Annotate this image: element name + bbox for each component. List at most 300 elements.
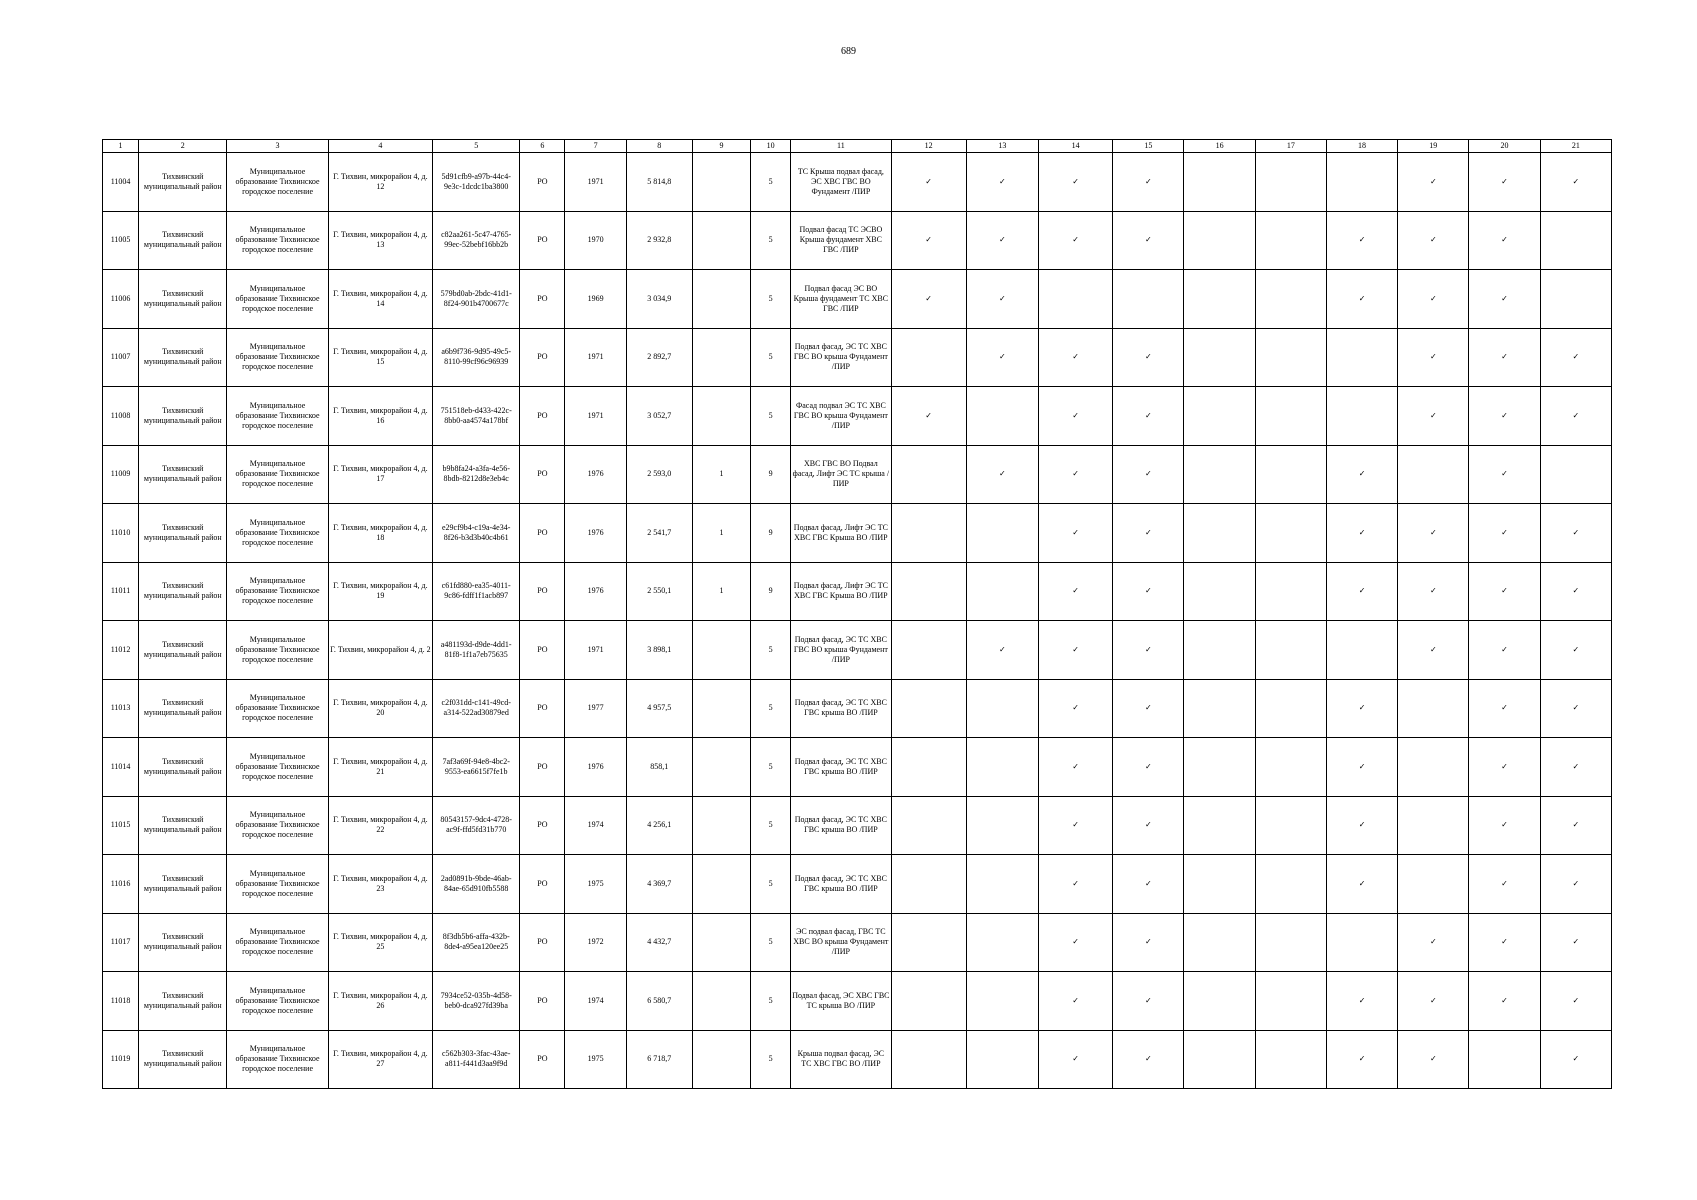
column-9-cell: 1 [692, 445, 750, 504]
works-cell: Подвал фасад ТС ЭСВО Крыша фундамент ХВС ГВС /ПИР [791, 211, 891, 270]
works-cell: ХВС ГВС ВО Подвал фасад, Лифт ЭС ТС крыша /ПИР [791, 445, 891, 504]
empty-cell [1184, 1030, 1255, 1089]
empty-cell [966, 913, 1038, 972]
check-mark-icon: ✓ [1326, 562, 1397, 621]
fund-cell: РО [520, 913, 565, 972]
table-row [103, 972, 1612, 1031]
municipality-cell: Муниципальное образование Тихвинское городское поселение [227, 738, 328, 797]
column-header-5: 5 [433, 140, 520, 153]
area-cell: 4 957,5 [626, 679, 692, 738]
check-mark-icon: ✓ [966, 621, 1038, 680]
address-cell: Г. Тихвин, микрорайон 4, д. 21 [328, 738, 432, 797]
column-9-cell [692, 387, 750, 446]
works-cell: ЭС подвал фасад, ГВС ТС ХВС ВО крыша Фундамент /ПИР [791, 913, 891, 972]
floors-cell: 5 [751, 621, 791, 680]
check-mark-icon: ✓ [1540, 796, 1611, 855]
table-row [103, 328, 1612, 387]
table-row [103, 913, 1612, 972]
fund-cell: РО [520, 387, 565, 446]
empty-cell [1184, 972, 1255, 1031]
year-cell: 1970 [565, 211, 626, 270]
address-cell: Г. Тихвин, микрорайон 4, д. 27 [328, 1030, 432, 1089]
area-cell: 4 256,1 [626, 796, 692, 855]
column-9-cell [692, 211, 750, 270]
guid-cell: 7934ce52-035b-4d58-beb0-dca927fd39ba [433, 972, 520, 1031]
municipality-cell: Муниципальное образование Тихвинское городское поселение [227, 504, 328, 563]
housing-register-table [102, 139, 1612, 1089]
check-mark-icon: ✓ [1469, 796, 1540, 855]
floors-cell: 5 [751, 270, 791, 329]
area-cell: 5 814,8 [626, 153, 692, 212]
check-mark-icon: ✓ [1113, 679, 1184, 738]
column-9-cell [692, 270, 750, 329]
empty-cell [1184, 796, 1255, 855]
check-mark-icon: ✓ [1540, 562, 1611, 621]
check-mark-icon: ✓ [1540, 972, 1611, 1031]
column-header-21: 21 [1540, 140, 1611, 153]
check-mark-icon: ✓ [1039, 1030, 1113, 1089]
guid-cell: c82aa261-5c47-4765-99ec-52bebf16bb2b [433, 211, 520, 270]
empty-cell [1184, 738, 1255, 797]
empty-cell [891, 679, 966, 738]
year-cell: 1971 [565, 328, 626, 387]
address-cell: Г. Тихвин, микрорайон 4, д. 14 [328, 270, 432, 329]
district-cell: Тихвинский муниципальный район [139, 153, 227, 212]
empty-cell [1326, 153, 1397, 212]
works-cell: Подвал фасад, Лифт ЭС ТС ХВС ГВС Крыша ВО /ПИР [791, 562, 891, 621]
header-row [103, 140, 1612, 153]
column-9-cell: 1 [692, 504, 750, 563]
check-mark-icon: ✓ [1039, 855, 1113, 914]
empty-cell [891, 1030, 966, 1089]
empty-cell [1326, 621, 1397, 680]
works-cell: Крыша подвал фасад, ЭС ТС ХВС ГВС ВО /ПИР [791, 1030, 891, 1089]
check-mark-icon: ✓ [1039, 913, 1113, 972]
area-cell: 2 892,7 [626, 328, 692, 387]
row-id: 11012 [103, 621, 139, 680]
fund-cell: РО [520, 621, 565, 680]
check-mark-icon: ✓ [1039, 211, 1113, 270]
municipality-cell: Муниципальное образование Тихвинское городское поселение [227, 913, 328, 972]
empty-cell [1540, 211, 1611, 270]
row-id: 11013 [103, 679, 139, 738]
area-cell: 4 432,7 [626, 913, 692, 972]
check-mark-icon: ✓ [1039, 796, 1113, 855]
check-mark-icon: ✓ [1398, 504, 1469, 563]
fund-cell: РО [520, 738, 565, 797]
floors-cell: 5 [751, 387, 791, 446]
check-mark-icon: ✓ [1398, 328, 1469, 387]
column-header-13: 13 [966, 140, 1038, 153]
check-mark-icon: ✓ [1398, 211, 1469, 270]
check-mark-icon: ✓ [1540, 328, 1611, 387]
empty-cell [1113, 270, 1184, 329]
row-id: 11010 [103, 504, 139, 563]
area-cell: 6 718,7 [626, 1030, 692, 1089]
empty-cell [891, 796, 966, 855]
works-cell: Подвал фасад, ЭС ТС ХВС ГВС крыша ВО /ПИР [791, 679, 891, 738]
column-header-3: 3 [227, 140, 328, 153]
floors-cell: 5 [751, 738, 791, 797]
year-cell: 1976 [565, 562, 626, 621]
check-mark-icon: ✓ [1113, 621, 1184, 680]
empty-cell [891, 621, 966, 680]
check-mark-icon: ✓ [1469, 445, 1540, 504]
check-mark-icon: ✓ [1469, 387, 1540, 446]
check-mark-icon: ✓ [1113, 913, 1184, 972]
empty-cell [1255, 211, 1326, 270]
check-mark-icon: ✓ [1113, 387, 1184, 446]
table-row [103, 504, 1612, 563]
table-body [103, 153, 1612, 1089]
empty-cell [1255, 972, 1326, 1031]
empty-cell [1255, 1030, 1326, 1089]
empty-cell [891, 562, 966, 621]
district-cell: Тихвинский муниципальный район [139, 387, 227, 446]
check-mark-icon: ✓ [891, 211, 966, 270]
fund-cell: РО [520, 855, 565, 914]
empty-cell [1255, 855, 1326, 914]
empty-cell [966, 972, 1038, 1031]
check-mark-icon: ✓ [1113, 504, 1184, 563]
empty-cell [1540, 445, 1611, 504]
column-9-cell [692, 796, 750, 855]
check-mark-icon: ✓ [1113, 562, 1184, 621]
empty-cell [1184, 445, 1255, 504]
year-cell: 1974 [565, 972, 626, 1031]
district-cell: Тихвинский муниципальный район [139, 679, 227, 738]
guid-cell: a481193d-d9de-4dd1-81f8-1f1a7eb75635 [433, 621, 520, 680]
year-cell: 1971 [565, 621, 626, 680]
empty-cell [1398, 679, 1469, 738]
check-mark-icon: ✓ [1113, 972, 1184, 1031]
column-header-8: 8 [626, 140, 692, 153]
check-mark-icon: ✓ [1113, 211, 1184, 270]
guid-cell: c61fd880-ea35-4011-9c86-fdff1f1acb897 [433, 562, 520, 621]
table-row [103, 796, 1612, 855]
empty-cell [1255, 621, 1326, 680]
row-id: 11016 [103, 855, 139, 914]
works-cell: Подвал фасад ЭС ВО Крыша фундамент ТС ХВС ГВС /ПИР [791, 270, 891, 329]
check-mark-icon: ✓ [1326, 972, 1397, 1031]
area-cell: 3 898,1 [626, 621, 692, 680]
check-mark-icon: ✓ [1039, 504, 1113, 563]
empty-cell [1184, 679, 1255, 738]
column-header-9: 9 [692, 140, 750, 153]
empty-cell [1255, 328, 1326, 387]
row-id: 11018 [103, 972, 139, 1031]
district-cell: Тихвинский муниципальный район [139, 796, 227, 855]
empty-cell [1469, 1030, 1540, 1089]
fund-cell: РО [520, 972, 565, 1031]
district-cell: Тихвинский муниципальный район [139, 270, 227, 329]
check-mark-icon: ✓ [1398, 621, 1469, 680]
year-cell: 1976 [565, 504, 626, 563]
row-id: 11005 [103, 211, 139, 270]
check-mark-icon: ✓ [966, 211, 1038, 270]
check-mark-icon: ✓ [1326, 270, 1397, 329]
area-cell: 3 034,9 [626, 270, 692, 329]
empty-cell [1255, 270, 1326, 329]
check-mark-icon: ✓ [1113, 445, 1184, 504]
check-mark-icon: ✓ [1469, 328, 1540, 387]
column-header-10: 10 [751, 140, 791, 153]
check-mark-icon: ✓ [966, 270, 1038, 329]
check-mark-icon: ✓ [1540, 855, 1611, 914]
column-header-4: 4 [328, 140, 432, 153]
empty-cell [1255, 738, 1326, 797]
empty-cell [966, 855, 1038, 914]
municipality-cell: Муниципальное образование Тихвинское городское поселение [227, 445, 328, 504]
empty-cell [1255, 445, 1326, 504]
check-mark-icon: ✓ [1039, 738, 1113, 797]
address-cell: Г. Тихвин, микрорайон 4, д. 22 [328, 796, 432, 855]
empty-cell [891, 738, 966, 797]
fund-cell: РО [520, 270, 565, 329]
area-cell: 3 052,7 [626, 387, 692, 446]
column-9-cell [692, 153, 750, 212]
municipality-cell: Муниципальное образование Тихвинское городское поселение [227, 855, 328, 914]
empty-cell [1184, 153, 1255, 212]
empty-cell [966, 387, 1038, 446]
guid-cell: 2ad0891b-9bde-46ab-84ae-65d910fb5588 [433, 855, 520, 914]
check-mark-icon: ✓ [891, 270, 966, 329]
column-9-cell [692, 972, 750, 1031]
address-cell: Г. Тихвин, микрорайон 4, д. 20 [328, 679, 432, 738]
area-cell: 2 550,1 [626, 562, 692, 621]
district-cell: Тихвинский муниципальный район [139, 504, 227, 563]
row-id: 11015 [103, 796, 139, 855]
check-mark-icon: ✓ [1039, 562, 1113, 621]
check-mark-icon: ✓ [1113, 855, 1184, 914]
row-id: 11011 [103, 562, 139, 621]
check-mark-icon: ✓ [1039, 621, 1113, 680]
empty-cell [966, 1030, 1038, 1089]
empty-cell [891, 328, 966, 387]
check-mark-icon: ✓ [1398, 972, 1469, 1031]
check-mark-icon: ✓ [1326, 796, 1397, 855]
guid-cell: 7af3a69f-94e8-4bc2-9553-ea6615f7fe1b [433, 738, 520, 797]
guid-cell: 579bd0ab-2bdc-41d1-8f24-901b4700677c [433, 270, 520, 329]
column-header-16: 16 [1184, 140, 1255, 153]
column-9-cell [692, 679, 750, 738]
fund-cell: РО [520, 562, 565, 621]
floors-cell: 5 [751, 328, 791, 387]
table-row [103, 387, 1612, 446]
column-9-cell: 1 [692, 562, 750, 621]
fund-cell: РО [520, 796, 565, 855]
year-cell: 1969 [565, 270, 626, 329]
empty-cell [1184, 562, 1255, 621]
check-mark-icon: ✓ [891, 387, 966, 446]
works-cell: Подвал фасад, ЭС ТС ХВС ГВС крыша ВО /ПИР [791, 738, 891, 797]
check-mark-icon: ✓ [1398, 153, 1469, 212]
floors-cell: 5 [751, 913, 791, 972]
works-cell: Подвал фасад, ЭС ТС ХВС ГВС крыша ВО /ПИР [791, 796, 891, 855]
row-id: 11007 [103, 328, 139, 387]
address-cell: Г. Тихвин, микрорайон 4, д. 19 [328, 562, 432, 621]
empty-cell [1255, 153, 1326, 212]
municipality-cell: Муниципальное образование Тихвинское городское поселение [227, 153, 328, 212]
fund-cell: РО [520, 679, 565, 738]
address-cell: Г. Тихвин, микрорайон 4, д. 23 [328, 855, 432, 914]
check-mark-icon: ✓ [1113, 328, 1184, 387]
floors-cell: 9 [751, 504, 791, 563]
column-header-18: 18 [1326, 140, 1397, 153]
address-cell: Г. Тихвин, микрорайон 4, д. 2 [328, 621, 432, 680]
fund-cell: РО [520, 153, 565, 212]
column-header-1: 1 [103, 140, 139, 153]
guid-cell: 5d91cfb9-a97b-44c4-9e3c-1dcdc1ba3800 [433, 153, 520, 212]
empty-cell [891, 445, 966, 504]
area-cell: 2 932,8 [626, 211, 692, 270]
guid-cell: b9b8fa24-a3fa-4e56-8bdb-8212d8e3eb4c [433, 445, 520, 504]
floors-cell: 9 [751, 562, 791, 621]
check-mark-icon: ✓ [1469, 504, 1540, 563]
check-mark-icon: ✓ [1469, 679, 1540, 738]
column-9-cell [692, 328, 750, 387]
check-mark-icon: ✓ [1039, 387, 1113, 446]
municipality-cell: Муниципальное образование Тихвинское городское поселение [227, 679, 328, 738]
guid-cell: 8f3db5b6-affa-432b-8de4-a95ea120ee25 [433, 913, 520, 972]
table-row [103, 562, 1612, 621]
district-cell: Тихвинский муниципальный район [139, 972, 227, 1031]
column-9-cell [692, 913, 750, 972]
year-cell: 1972 [565, 913, 626, 972]
empty-cell [966, 679, 1038, 738]
empty-cell [1255, 679, 1326, 738]
empty-cell [1326, 387, 1397, 446]
check-mark-icon: ✓ [1469, 621, 1540, 680]
check-mark-icon: ✓ [1469, 738, 1540, 797]
column-header-2: 2 [139, 140, 227, 153]
guid-cell: 80543157-9dc4-4728-ac9f-ffd5fd31b770 [433, 796, 520, 855]
district-cell: Тихвинский муниципальный район [139, 445, 227, 504]
area-cell: 2 541,7 [626, 504, 692, 563]
column-9-cell [692, 738, 750, 797]
check-mark-icon: ✓ [1326, 211, 1397, 270]
table-row [103, 270, 1612, 329]
check-mark-icon: ✓ [1469, 562, 1540, 621]
check-mark-icon: ✓ [1326, 445, 1397, 504]
check-mark-icon: ✓ [1469, 972, 1540, 1031]
municipality-cell: Муниципальное образование Тихвинское городское поселение [227, 796, 328, 855]
column-9-cell [692, 855, 750, 914]
check-mark-icon: ✓ [1039, 679, 1113, 738]
column-header-7: 7 [565, 140, 626, 153]
year-cell: 1976 [565, 738, 626, 797]
empty-cell [1398, 738, 1469, 797]
check-mark-icon: ✓ [1326, 855, 1397, 914]
empty-cell [1255, 562, 1326, 621]
address-cell: Г. Тихвин, микрорайон 4, д. 26 [328, 972, 432, 1031]
column-header-19: 19 [1398, 140, 1469, 153]
municipality-cell: Муниципальное образование Тихвинское городское поселение [227, 387, 328, 446]
fund-cell: РО [520, 504, 565, 563]
empty-cell [1039, 270, 1113, 329]
table-row [103, 153, 1612, 212]
empty-cell [1184, 328, 1255, 387]
check-mark-icon: ✓ [1113, 738, 1184, 797]
check-mark-icon: ✓ [1398, 387, 1469, 446]
row-id: 11017 [103, 913, 139, 972]
year-cell: 1977 [565, 679, 626, 738]
floors-cell: 5 [751, 855, 791, 914]
empty-cell [1255, 913, 1326, 972]
empty-cell [891, 855, 966, 914]
district-cell: Тихвинский муниципальный район [139, 211, 227, 270]
column-9-cell [692, 621, 750, 680]
empty-cell [1184, 270, 1255, 329]
works-cell: Подвал фасад, ЭС ТС ХВС ГВС ВО крыша Фундамент /ПИР [791, 621, 891, 680]
district-cell: Тихвинский муниципальный район [139, 738, 227, 797]
empty-cell [1255, 504, 1326, 563]
table-row [103, 855, 1612, 914]
municipality-cell: Муниципальное образование Тихвинское городское поселение [227, 211, 328, 270]
year-cell: 1974 [565, 796, 626, 855]
floors-cell: 5 [751, 1030, 791, 1089]
district-cell: Тихвинский муниципальный район [139, 328, 227, 387]
fund-cell: РО [520, 328, 565, 387]
check-mark-icon: ✓ [966, 328, 1038, 387]
floors-cell: 5 [751, 796, 791, 855]
floors-cell: 5 [751, 211, 791, 270]
check-mark-icon: ✓ [1398, 1030, 1469, 1089]
check-mark-icon: ✓ [1540, 621, 1611, 680]
address-cell: Г. Тихвин, микрорайон 4, д. 17 [328, 445, 432, 504]
district-cell: Тихвинский муниципальный район [139, 1030, 227, 1089]
column-header-12: 12 [891, 140, 966, 153]
empty-cell [1184, 504, 1255, 563]
guid-cell: c562b303-3fac-43ae-a811-f441d3aa9f9d [433, 1030, 520, 1089]
district-cell: Тихвинский муниципальный район [139, 562, 227, 621]
empty-cell [891, 913, 966, 972]
check-mark-icon: ✓ [1326, 679, 1397, 738]
district-cell: Тихвинский муниципальный район [139, 913, 227, 972]
area-cell: 6 580,7 [626, 972, 692, 1031]
district-cell: Тихвинский муниципальный район [139, 855, 227, 914]
address-cell: Г. Тихвин, микрорайон 4, д. 25 [328, 913, 432, 972]
address-cell: Г. Тихвин, микрорайон 4, д. 15 [328, 328, 432, 387]
municipality-cell: Муниципальное образование Тихвинское городское поселение [227, 1030, 328, 1089]
check-mark-icon: ✓ [1469, 270, 1540, 329]
check-mark-icon: ✓ [1398, 562, 1469, 621]
check-mark-icon: ✓ [966, 153, 1038, 212]
works-cell: Фасад подвал ЭС ТС ХВС ГВС ВО крыша Фундамент /ПИР [791, 387, 891, 446]
column-header-6: 6 [520, 140, 565, 153]
municipality-cell: Муниципальное образование Тихвинское городское поселение [227, 562, 328, 621]
column-header-14: 14 [1039, 140, 1113, 153]
year-cell: 1971 [565, 387, 626, 446]
table-row [103, 679, 1612, 738]
area-cell: 2 593,0 [626, 445, 692, 504]
empty-cell [1184, 913, 1255, 972]
address-cell: Г. Тихвин, микрорайон 4, д. 16 [328, 387, 432, 446]
guid-cell: a6b9f736-9d95-49c5-8110-99cf96c96939 [433, 328, 520, 387]
empty-cell [1184, 211, 1255, 270]
area-cell: 858,1 [626, 738, 692, 797]
column-header-20: 20 [1469, 140, 1540, 153]
empty-cell [1255, 796, 1326, 855]
works-cell: Подвал фасад, ЭС ТС ХВС ГВС ВО крыша Фундамент /ПИР [791, 328, 891, 387]
check-mark-icon: ✓ [891, 153, 966, 212]
municipality-cell: Муниципальное образование Тихвинское городское поселение [227, 328, 328, 387]
empty-cell [966, 738, 1038, 797]
floors-cell: 9 [751, 445, 791, 504]
row-id: 11006 [103, 270, 139, 329]
empty-cell [891, 972, 966, 1031]
check-mark-icon: ✓ [1039, 153, 1113, 212]
